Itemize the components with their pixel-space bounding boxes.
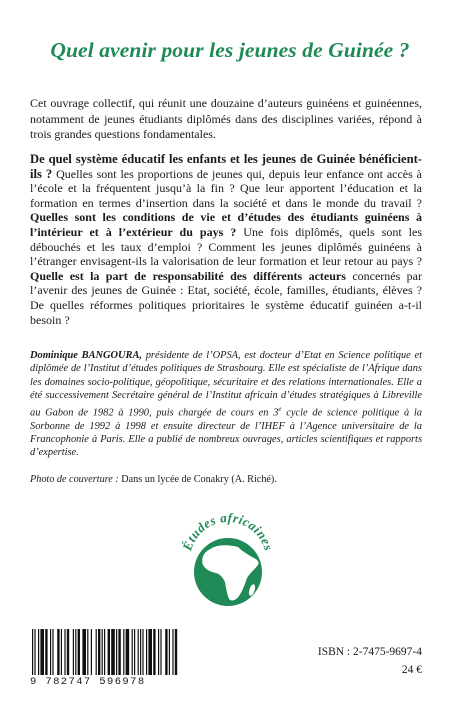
barcode-bar [57,629,59,675]
question-3-bold: Quelle est la part de responsabilité des différents acteurs [30,268,346,283]
questions-paragraph [30,152,422,327]
barcode-bar [158,629,159,675]
book-title: Quel avenir pour les jeunes de Guinée ? [50,38,410,62]
barcode [30,629,180,675]
cover-photo-credit [30,474,422,485]
barcode-bar [160,629,161,675]
barcode-bar [98,629,100,675]
barcode-bar [142,629,143,675]
barcode-bar [165,629,167,675]
barcode-bar [104,629,105,675]
barcode-bar [67,629,69,675]
question-2-text: Une fois diplômés, quels sont les débouchés et les taux d’emploi ? Comment les jeunes diplômés guinéens à l’étranger envisagent-ils la valorisation de leur formation et leur retour au pays ? [30,224,422,269]
barcode-bar [38,629,39,675]
barcode-bar [96,629,97,675]
barcode-bar [87,629,88,675]
barcode-bar [52,629,53,675]
barcode-bar [123,629,124,675]
barcode-bar [138,629,139,675]
series-logo [176,502,280,612]
barcode-bar [169,629,170,675]
barcode-bar [40,629,44,675]
barcode-bar [102,629,103,675]
barcode-bar [134,629,135,675]
question-3-text: concernés par l’avenir des jeunes de Guinée : Etat, société, école, familles, étudiants, élèves ? De quelles réformes politiques prioritaires le système éducatif guinéen a-t-il besoin ? [30,268,422,327]
barcode-bar [73,629,74,675]
isbn-number: ISBN : 2-7475-9697-4 [317,646,422,658]
barcode-bar [146,629,147,675]
barcode-bar [140,629,141,675]
barcode-bar [64,629,65,675]
barcode-bar [91,629,92,675]
africa-map-icon [176,502,280,612]
barcode-bar [32,629,33,675]
question-1-bold: De quel système éducatif les enfants et les jeunes de Guinée bénéficient-ils ? [30,152,422,181]
series-logo-textpath: Études africaines [179,509,277,553]
barcode-bar [50,629,51,675]
cover-credit-label: Photo de couverture : [30,474,119,485]
author-bio [30,349,422,460]
question-1-text: Quelles sont les proportions de jeunes qui, depuis leur enfance ont accès à l’école et la fréquentent jusqu’à la fin ? Que leur apportent l’éducation et la formation en termes d’insertion dans la société et dans le monde du travail ? [30,166,422,210]
barcode-bar [126,629,130,675]
question-2-bold: Quelles sont les conditions de vie et d’études des étudiants guinéens à l’intérieur et à l’extérieur du pays ? [30,210,422,239]
barcode-bar [45,629,47,675]
barcode-bar [78,629,80,675]
barcode-bar [111,629,115,675]
cover-credit-text: Dans un lycée de Conakry (A. Riché). [118,474,277,485]
barcode-bar [132,629,133,675]
barcode-bar [108,629,110,675]
price: 24 € [401,664,422,676]
barcode-bar [153,629,155,675]
barcode-bar [34,629,35,675]
barcode-bar [118,629,120,675]
barcode-bar [116,629,117,675]
barcode-bar [82,629,86,675]
author-name: Dominique BANGOURA, [30,350,142,361]
intro-paragraph: Cet ouvrage collectif, qui réunit une douzaine d’auteurs guinéens et guinéennes, notamment de jeunes étudiants diplômés dans des disciplines variées, répond à trois grandes questions fondamentales. [30,96,422,141]
barcode-bar [172,629,173,675]
barcode-bar [61,629,62,675]
barcode-bar [175,629,177,675]
author-bio-part-1: présidente de l’OPSA, est docteur d’Etat en Science politique et diplômée de l’Institut d’études politiques de Strasbourg. Elle est spécialiste de l’Afrique dans les domaines socio-politique, géopolitique, sécuritaire et des relations internationales. Elle a été successivement Secrétaire général de l’Institut africain d’études stratégiques à Libreville au Gabon de 1982 à 1990, puis chargée de cours en 3 [30,350,422,419]
author-bio-superscript: e [278,404,282,413]
barcode-digits: 9 782747 596978 [30,676,146,688]
barcode-bar [75,629,76,675]
barcode-bar [148,629,152,675]
author-bio-part-2: cycle de science politique à la Sorbonne de 1992 à 1998 et ensuite directeur de l’IHEF à l’Agence universitaire de la Francophonie à Paris. Elle a publié de nombreux ouvrages, articles scientifiques et rapports d’expertise. [30,407,422,459]
